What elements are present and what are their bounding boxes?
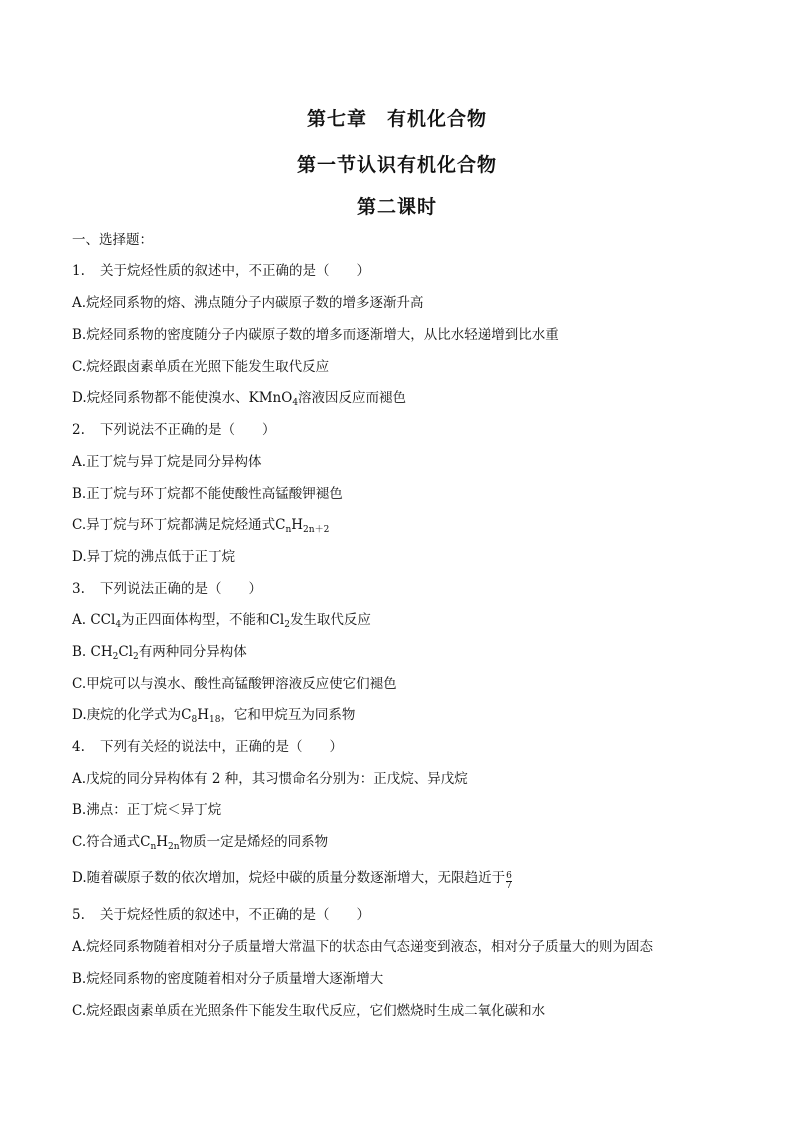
- question-3-option-d: [72, 706, 752, 729]
- question-3-option-b: [72, 643, 752, 666]
- option-text: Cl: [118, 644, 133, 660]
- question-text: 关于烷烃性质的叙述中，不正确的是（ ）: [100, 907, 370, 923]
- question-1-stem: [72, 262, 752, 280]
- subscript: 2n: [168, 842, 180, 852]
- question-5-option-c: C.烷烃跟卤素单质在光照条件下能发生取代反应，它们燃烧时生成二氧化碳和水: [72, 1003, 546, 1019]
- subscript: 2n＋2: [303, 525, 330, 535]
- option-text: H: [291, 517, 304, 533]
- question-4-option-c: [72, 833, 752, 856]
- subscript: 2: [284, 620, 290, 630]
- question-number: 3.: [72, 581, 85, 597]
- question-number: 2.: [72, 422, 85, 438]
- section-label: 一、选择题：: [72, 232, 153, 248]
- question-text: 下列说法不正确的是（ ）: [100, 422, 276, 438]
- question-3-stem: [72, 580, 752, 598]
- option-text: 物质一定是烯烃的同系物: [179, 834, 329, 850]
- subscript: n: [285, 525, 292, 535]
- lesson-title: 第二课时: [356, 196, 437, 218]
- question-5-option-a: A.烷烃同系物随着相对分子质量增大常温下的状态由气态递变到液态，相对分子质量大的则为固态: [72, 939, 654, 955]
- subscript: 4: [292, 398, 299, 408]
- option-text: 溶液因反应而褪色: [298, 390, 407, 406]
- option-text: A. CCl: [72, 612, 116, 628]
- question-2-stem: [72, 421, 752, 439]
- subscript: 2: [112, 652, 119, 662]
- option-text: H: [156, 834, 169, 850]
- question-5-option-b: B.烷烃同系物的密度随着相对分子质量增大逐渐增大: [72, 971, 384, 987]
- option-text: D.烷烃同系物都不能使溴水、KMnO: [72, 390, 293, 406]
- question-text: 下列说法正确的是（ ）: [100, 581, 262, 597]
- option-text: 为正四面体构型，不能和Cl: [121, 612, 285, 628]
- question-5-stem: [72, 906, 752, 924]
- question-1-option-c: C.烷烃跟卤素单质在光照下能发生取代反应: [72, 359, 330, 375]
- question-1-option-a: A.烷烃同系物的熔、沸点随分子内碳原子数的增多逐渐升高: [72, 295, 424, 311]
- subscript: 18: [208, 715, 221, 725]
- option-text: 发生取代反应: [289, 612, 371, 628]
- question-text: 关于烷烃性质的叙述中，不正确的是（ ）: [100, 263, 370, 279]
- option-text: D.庚烷的化学式为C: [72, 707, 192, 723]
- section-title: 第一节认识有机化合物: [296, 154, 497, 176]
- subscript: 8: [191, 715, 198, 725]
- question-2-option-d: D.异丁烷的沸点低于正丁烷: [72, 549, 236, 565]
- question-1-option-b: B.烷烃同系物的密度随分子内碳原子数的增多而逐渐增大，从比水轻递增到比水重: [72, 327, 559, 343]
- question-text: 下列有关烃的说法中，正确的是（ ）: [100, 739, 343, 755]
- denominator: 7: [506, 881, 512, 891]
- question-2-option-c: [72, 516, 752, 539]
- option-text: B. CH: [72, 644, 113, 660]
- question-1-option-d: [72, 389, 752, 412]
- question-4-option-a: A.戊烷的同分异构体有 2 种，其习惯命名分别为：正戊烷、异戊烷: [72, 771, 468, 787]
- question-4-stem: [72, 738, 752, 756]
- chapter-title: 第七章 有机化合物: [306, 108, 487, 130]
- option-text: H: [197, 707, 209, 723]
- option-text: 有两种同分异构体: [138, 644, 247, 660]
- question-number: 4.: [72, 739, 85, 755]
- fraction: [506, 872, 512, 891]
- question-2-option-a: A.正丁烷与异丁烷是同分异构体: [72, 454, 262, 470]
- option-text: C.异丁烷与环丁烷都满足烷烃通式C: [72, 517, 286, 533]
- subscript: 4: [115, 620, 122, 630]
- question-3-option-c: C.甲烷可以与溴水、酸性高锰酸钾溶液反应使它们褪色: [72, 676, 397, 692]
- option-text: C.符合通式C: [72, 834, 151, 850]
- numerator: 6: [506, 871, 512, 881]
- question-2-option-b: B.正丁烷与环丁烷都不能使酸性高锰酸钾褪色: [72, 486, 343, 502]
- question-number: 5.: [72, 907, 85, 923]
- question-number: 1.: [72, 263, 85, 279]
- option-text: ，它和甲烷互为同系物: [220, 707, 356, 723]
- question-3-option-a: [72, 611, 752, 634]
- subscript: n: [150, 842, 157, 852]
- option-text: D.随着碳原子数的依次增加，烷烃中碳的质量分数逐渐增大，无限趋近于: [72, 870, 506, 886]
- question-4-option-b: B.沸点：正丁烷＜异丁烷: [72, 802, 222, 818]
- question-4-option-d: [72, 869, 752, 891]
- subscript: 2: [133, 652, 139, 662]
